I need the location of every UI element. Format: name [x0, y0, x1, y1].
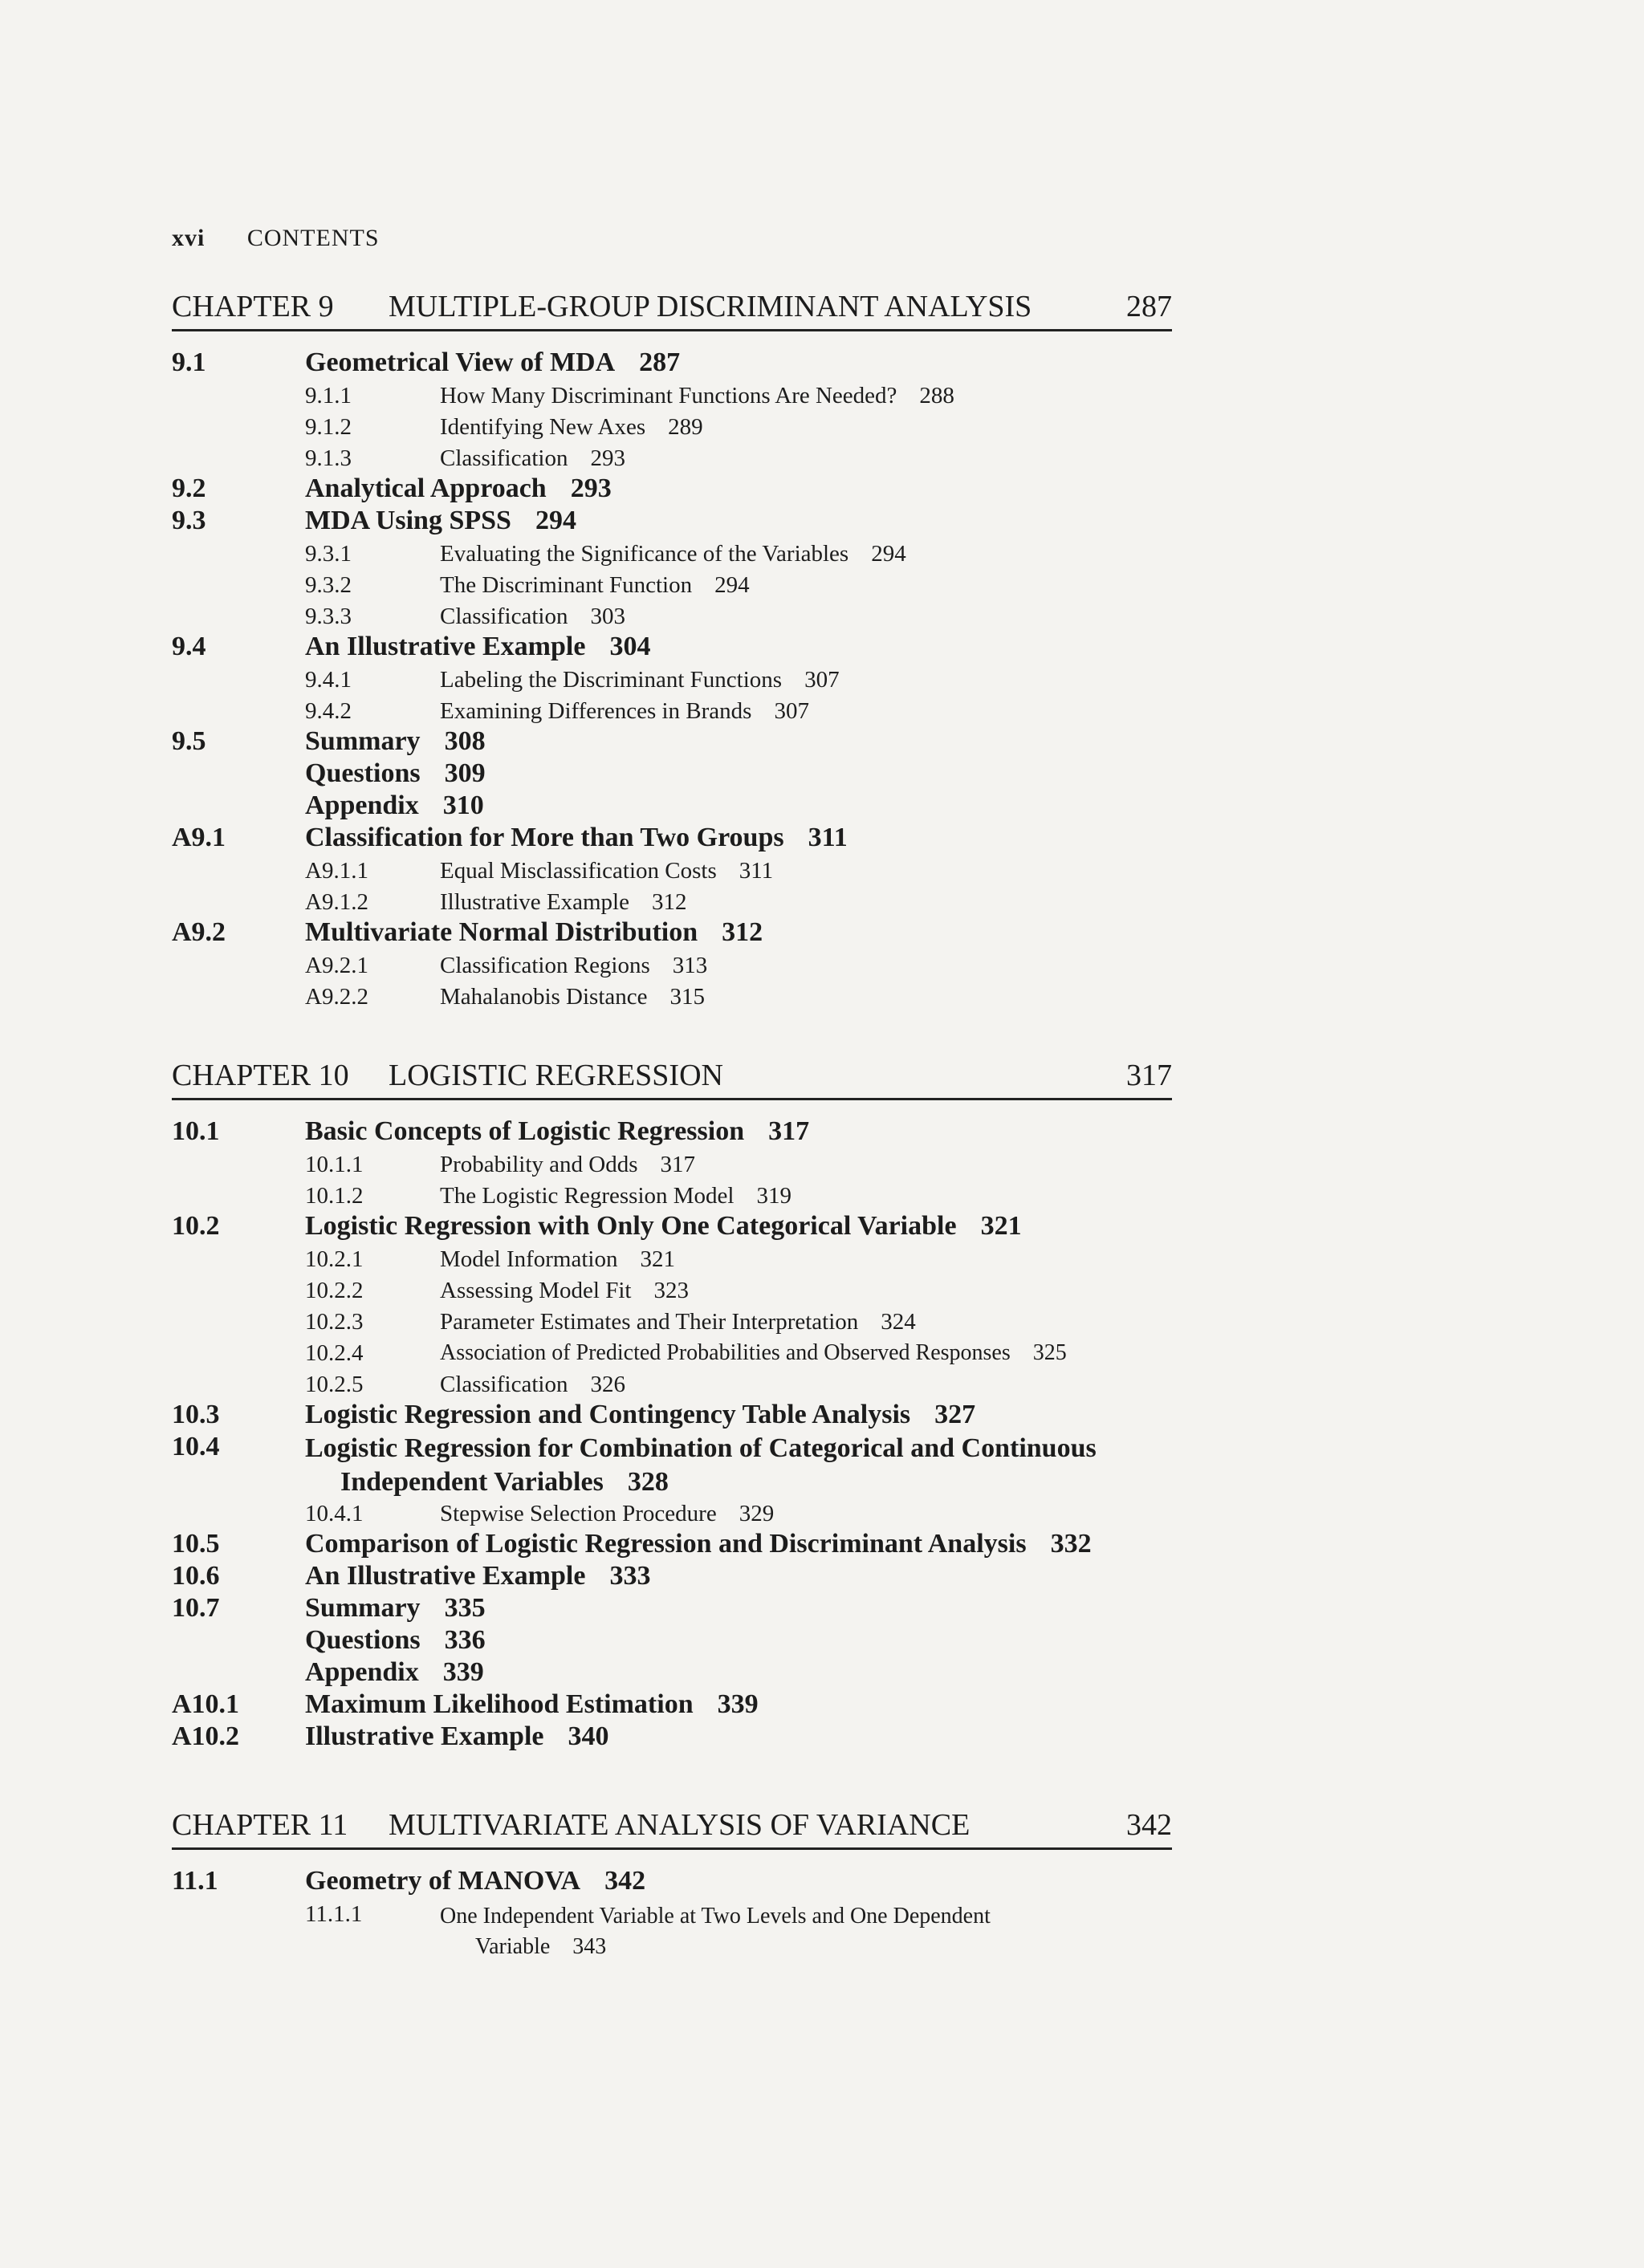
- section-page: 309: [444, 758, 486, 788]
- chapter-heading: [172, 1056, 1172, 1100]
- section-number: 10.6: [172, 1561, 220, 1591]
- subsection-title: [440, 414, 703, 441]
- subsection-number: 10.2.4: [305, 1340, 364, 1366]
- section-title-text: Questions: [305, 1625, 421, 1655]
- toc-entries: [172, 348, 1172, 1012]
- subsection-page: 326: [590, 1372, 625, 1397]
- section-title-text: Geometrical View of MDA: [305, 348, 616, 377]
- section-number: 10.4: [172, 1432, 220, 1461]
- subsection-title: [440, 889, 686, 916]
- section-page: 327: [934, 1400, 976, 1429]
- section-title-text: Logistic Regression with Only One Categorical Variable: [305, 1211, 957, 1241]
- toc-subsection: [172, 1274, 1172, 1306]
- section-title-text: Analytical Approach: [305, 474, 547, 503]
- page-number: xvi: [172, 225, 206, 251]
- subsection-number: A9.1.2: [305, 889, 368, 915]
- subsection-number: 10.1.1: [305, 1152, 364, 1177]
- subsection-title: [440, 984, 705, 1010]
- toc-entries: [172, 1116, 1172, 1754]
- chapter-heading: [172, 1806, 1172, 1850]
- subsection-number: A9.2.1: [305, 953, 368, 978]
- subsection-title: [440, 858, 773, 884]
- section-page: 312: [722, 917, 763, 947]
- section-title-text: Classification for More than Two Groups: [305, 823, 784, 852]
- section-title-text: An Illustrative Example: [305, 632, 586, 661]
- subsection-title-text: How Many Discriminant Functions Are Needed?: [440, 383, 897, 408]
- toc-subsection: [172, 600, 1172, 632]
- section-page: 310: [442, 791, 484, 820]
- subsection-page: 293: [590, 445, 625, 471]
- section-title-text: Appendix: [305, 791, 419, 820]
- section-page: 308: [444, 726, 486, 756]
- subsection-title-text: Mahalanobis Distance: [440, 984, 648, 1010]
- chapter-label: CHAPTER 10: [172, 1059, 349, 1092]
- toc-subsection: [172, 1337, 1172, 1368]
- toc-section: [172, 474, 1172, 506]
- section-title: [305, 1211, 1022, 1242]
- subsection-number: 10.2.1: [305, 1246, 364, 1272]
- subsection-title-text: Labeling the Discriminant Functions: [440, 667, 783, 693]
- section-page: 287: [639, 348, 681, 377]
- subsection-title-text: Illustrative Example: [440, 889, 629, 915]
- section-title: [305, 726, 486, 757]
- subsection-title: [440, 541, 906, 567]
- toc-subsection: [172, 886, 1172, 917]
- subsection-title-text: Assessing Model Fit: [440, 1278, 632, 1303]
- section-number: A10.2: [172, 1721, 240, 1751]
- subsection-title-text: Equal Misclassification Costs: [440, 858, 717, 884]
- subsection-title-text: Stepwise Selection Procedure: [440, 1501, 717, 1526]
- section-title: [305, 1866, 645, 1896]
- chapter-page: 287: [1126, 290, 1172, 323]
- section-title-text: Illustrative Example: [305, 1721, 544, 1751]
- section-page: 335: [444, 1593, 486, 1623]
- section-title: [305, 632, 650, 662]
- toc-subsection: [172, 695, 1172, 726]
- section-title: [305, 1400, 975, 1430]
- chapter-title: MULTIVARIATE ANALYSIS OF VARIANCE: [389, 1808, 971, 1842]
- subsection-title: [440, 1246, 675, 1273]
- subsection-title: [440, 1152, 695, 1178]
- toc-section: [172, 1625, 1172, 1657]
- toc-section: [172, 1116, 1172, 1148]
- section-number: 10.3: [172, 1400, 220, 1429]
- section-title: [305, 1657, 484, 1688]
- subsection-number: 10.2.3: [305, 1309, 364, 1335]
- toc-section: [172, 823, 1172, 855]
- subsection-title: [440, 1309, 916, 1335]
- toc-section: [172, 1689, 1172, 1721]
- section-number: 9.1: [172, 348, 206, 377]
- subsection-page: 307: [804, 667, 840, 693]
- section-page: 311: [808, 823, 848, 852]
- subsection-page: 294: [714, 572, 750, 598]
- chapter-title: MULTIPLE-GROUP DISCRIMINANT ANALYSIS: [389, 290, 1032, 323]
- section-page: 342: [604, 1866, 646, 1896]
- subsection-title: [440, 445, 625, 472]
- subsection-title-text: Examining Differences in Brands: [440, 698, 752, 724]
- section-title-text: Questions: [305, 758, 421, 788]
- subsection-page: 307: [774, 698, 809, 724]
- section-title-text: Summary: [305, 1593, 421, 1623]
- section-title: [305, 823, 848, 853]
- subsection-page: 313: [672, 953, 708, 978]
- section-title: [305, 791, 484, 821]
- section-number: A9.2: [172, 917, 226, 947]
- toc-subsection: [172, 1243, 1172, 1274]
- toc-section: [172, 1529, 1172, 1561]
- subsection-number: 10.2.2: [305, 1278, 364, 1303]
- subsection-title-text: Evaluating the Significance of the Variables: [440, 541, 849, 567]
- subsection-title: [440, 383, 954, 409]
- subsection-title: [440, 1372, 625, 1398]
- toc-section: [172, 1866, 1172, 1898]
- section-title: [305, 1593, 486, 1624]
- subsection-page: 311: [739, 858, 774, 884]
- section-title: [305, 474, 612, 504]
- toc-section: [172, 1593, 1172, 1625]
- subsection-page: 315: [669, 984, 706, 1010]
- toc-subsection: [172, 538, 1172, 569]
- toc-subsection: [172, 1180, 1172, 1211]
- section-title-text: Summary: [305, 726, 421, 756]
- subsection-number: 9.3.1: [305, 541, 352, 567]
- section-page: 339: [442, 1657, 484, 1687]
- running-head-label: CONTENTS: [246, 225, 380, 251]
- section-page: 336: [444, 1625, 486, 1655]
- section-title: [305, 1625, 486, 1656]
- chapter-label: CHAPTER 9: [172, 290, 334, 323]
- subsection-title-text: Classification: [440, 1372, 568, 1397]
- section-number: 10.2: [172, 1211, 220, 1241]
- subsection-title-continued: Variable 343: [475, 1934, 607, 1959]
- subsection-number: 9.4.1: [305, 667, 352, 693]
- toc-section: [172, 348, 1172, 380]
- subsection-page: 294: [871, 541, 906, 567]
- section-number: 11.1: [172, 1866, 218, 1896]
- toc-subsection: [172, 1898, 1172, 1959]
- toc-subsection: [172, 569, 1172, 600]
- section-title-text: Maximum Likelihood Estimation: [305, 1689, 694, 1719]
- toc-subsection: [172, 442, 1172, 474]
- subsection-page: 303: [590, 604, 625, 629]
- section-title-continued: Independent Variables: [340, 1467, 604, 1497]
- subsection-number: 11.1.1: [305, 1901, 363, 1927]
- subsection-number: A9.2.2: [305, 984, 368, 1010]
- section-title: [305, 1689, 759, 1720]
- section-page: 332: [1050, 1529, 1092, 1559]
- toc-subsection: [172, 949, 1172, 981]
- section-page: 328: [627, 1467, 669, 1497]
- section-title: [305, 1561, 650, 1591]
- running-head: [172, 225, 380, 252]
- subsection-title-text: Identifying New Axes: [440, 414, 646, 440]
- subsection-title-text: Association of Predicted Probabilities and Observed Responses: [440, 1340, 1011, 1365]
- section-number: 9.4: [172, 632, 206, 661]
- toc-section: [172, 632, 1172, 664]
- subsection-title: [440, 572, 750, 599]
- toc-section: [172, 1211, 1172, 1243]
- section-title-text: Appendix: [305, 1657, 419, 1687]
- section-number: A9.1: [172, 823, 226, 852]
- subsection-number: 9.1.2: [305, 414, 352, 440]
- toc-section: [172, 1432, 1172, 1498]
- subsection-title-text: Parameter Estimates and Their Interpretation: [440, 1309, 859, 1335]
- subsection-number: A9.1.1: [305, 858, 368, 884]
- subsection-title-text: Classification: [440, 604, 568, 629]
- section-title: [305, 1116, 809, 1147]
- subsection-title: [440, 667, 840, 693]
- chapter-9-block: [172, 287, 1172, 1012]
- section-title: [305, 917, 763, 948]
- subsection-page: 317: [660, 1152, 695, 1177]
- subsection-number: 9.1.3: [305, 445, 352, 471]
- subsection-title: [440, 604, 625, 630]
- subsection-title-text: The Logistic Regression Model: [440, 1183, 735, 1209]
- subsection-title-text: Classification: [440, 445, 568, 471]
- toc-subsection: [172, 855, 1172, 886]
- section-title: [305, 1432, 1172, 1499]
- subsection-page: 321: [640, 1246, 675, 1272]
- toc-subsection: [172, 380, 1172, 411]
- subsection-title: [440, 1901, 1146, 1962]
- subsection-title: [440, 1183, 791, 1209]
- chapter-heading: [172, 287, 1172, 331]
- chapter-10-block: [172, 1056, 1172, 1754]
- toc-section: [172, 917, 1172, 949]
- subsection-title: [440, 698, 809, 725]
- section-title: [305, 348, 680, 378]
- toc-entries: [172, 1866, 1172, 1959]
- chapter-11-block: [172, 1806, 1172, 1959]
- section-number: 10.7: [172, 1593, 220, 1623]
- subsection-page: 288: [919, 383, 954, 408]
- subsection-page: 324: [881, 1309, 916, 1335]
- section-title-text: Comparison of Logistic Regression and Discriminant Analysis: [305, 1529, 1027, 1559]
- section-page: 317: [768, 1116, 810, 1146]
- section-title: [305, 758, 486, 789]
- toc-subsection: [172, 1498, 1172, 1529]
- subsection-number: 9.3.2: [305, 572, 352, 598]
- section-page: 340: [568, 1721, 609, 1751]
- subsection-page: 325: [1032, 1340, 1067, 1365]
- subsection-page: 312: [651, 889, 687, 915]
- chapter-title: LOGISTIC REGRESSION: [389, 1059, 723, 1092]
- subsection-page: 319: [756, 1183, 791, 1209]
- section-title: [305, 1529, 1092, 1559]
- section-page: 294: [535, 506, 576, 535]
- subsection-title: [440, 1278, 689, 1304]
- section-title-text: MDA Using SPSS: [305, 506, 511, 535]
- section-title: [305, 506, 576, 536]
- subsection-title-text: Classification Regions: [440, 953, 650, 978]
- section-title-text: Logistic Regression and Contingency Table Analysis: [305, 1400, 911, 1429]
- subsection-title: [440, 1340, 1067, 1366]
- toc-subsection: [172, 411, 1172, 442]
- subsection-number: 10.2.5: [305, 1372, 364, 1397]
- chapter-page: 342: [1126, 1808, 1172, 1842]
- section-page: 333: [609, 1561, 651, 1591]
- toc-section: [172, 1400, 1172, 1432]
- toc-section: [172, 791, 1172, 823]
- section-number: 9.5: [172, 726, 206, 756]
- toc-section: [172, 758, 1172, 791]
- toc-subsection: [172, 981, 1172, 1012]
- toc-section: [172, 506, 1172, 538]
- subsection-number: 9.1.1: [305, 383, 352, 408]
- toc-subsection: [172, 1368, 1172, 1400]
- subsection-number: 10.1.2: [305, 1183, 364, 1209]
- toc-subsection: [172, 1148, 1172, 1180]
- subsection-title-text: Probability and Odds: [440, 1152, 638, 1177]
- section-title-text: An Illustrative Example: [305, 1561, 586, 1591]
- section-number: 9.3: [172, 506, 206, 535]
- chapter-page: 317: [1126, 1059, 1172, 1092]
- toc-section: [172, 1561, 1172, 1593]
- subsection-title-text: One Independent Variable at Two Levels and One Dependent: [440, 1904, 991, 1929]
- section-title-text: Multivariate Normal Distribution: [305, 917, 698, 947]
- subsection-number: 9.4.2: [305, 698, 352, 724]
- section-number: 9.2: [172, 474, 206, 503]
- section-title: [305, 1721, 608, 1752]
- section-number: A10.1: [172, 1689, 240, 1719]
- toc-section: [172, 1721, 1172, 1754]
- subsection-title-text: The Discriminant Function: [440, 572, 693, 598]
- subsection-page: 343: [572, 1934, 607, 1959]
- subsection-page: 323: [653, 1278, 689, 1303]
- toc-section: [172, 1657, 1172, 1689]
- subsection-number: 10.4.1: [305, 1501, 364, 1526]
- section-number: 10.5: [172, 1529, 220, 1559]
- subsection-page: 329: [739, 1501, 775, 1526]
- section-number: 10.1: [172, 1116, 220, 1146]
- section-title-text: Geometry of MANOVA: [305, 1866, 581, 1896]
- section-title-text: Basic Concepts of Logistic Regression: [305, 1116, 745, 1146]
- toc-subsection: [172, 664, 1172, 695]
- subsection-title: [440, 953, 707, 979]
- chapter-label: CHAPTER 11: [172, 1808, 348, 1842]
- toc-subsection: [172, 1306, 1172, 1337]
- toc-section: [172, 726, 1172, 758]
- subsection-title: [440, 1501, 774, 1527]
- section-page: 293: [570, 474, 612, 503]
- subsection-page: 289: [668, 414, 703, 440]
- section-page: 321: [980, 1211, 1022, 1241]
- subsection-title-text: Model Information: [440, 1246, 618, 1272]
- section-page: 304: [609, 632, 651, 661]
- section-title-text: Logistic Regression for Combination of Categorical and Continuous: [305, 1433, 1097, 1463]
- subsection-number: 9.3.3: [305, 604, 352, 629]
- section-page: 339: [717, 1689, 759, 1719]
